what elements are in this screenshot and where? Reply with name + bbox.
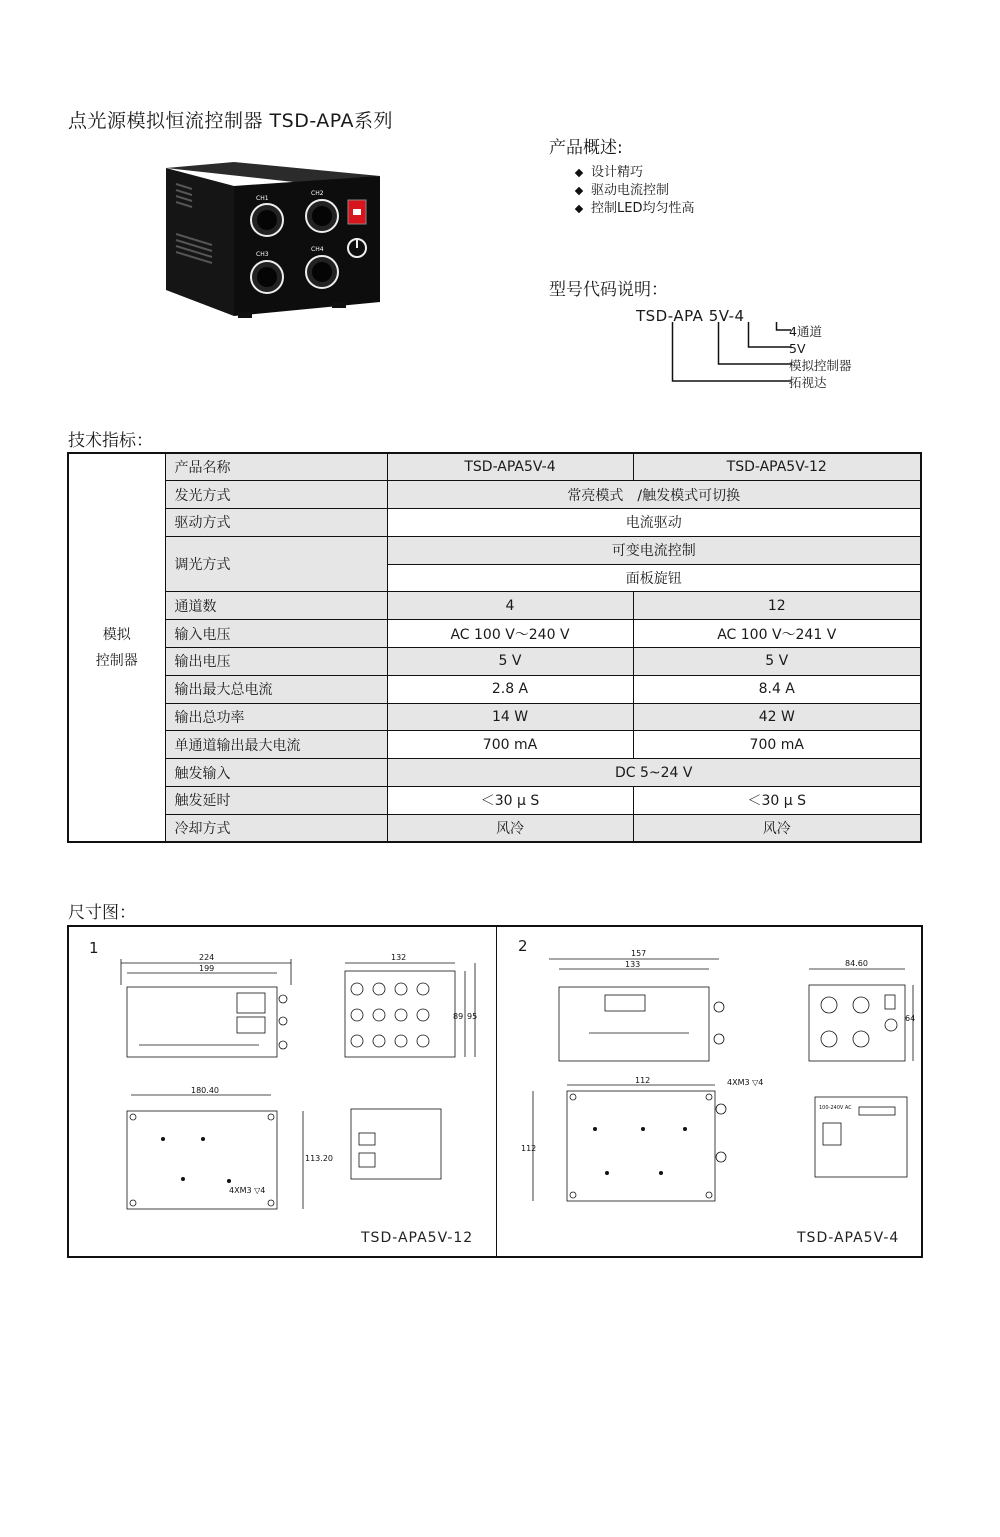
- overview-item: 驱动电流控制: [575, 182, 694, 200]
- dim-label: 4XM3 ▽4: [727, 1078, 764, 1087]
- table-row: 调光方式 可变电流控制: [68, 536, 921, 564]
- spec-heading: 技术指标：: [68, 431, 153, 451]
- table-row: 输出电压 5 V 5 V: [68, 648, 921, 676]
- spec-side-label: 模拟 控制器: [68, 453, 165, 842]
- dim-label: 95: [467, 1012, 478, 1021]
- dim-label: 84.60: [845, 959, 868, 968]
- table-row: 输入电压 AC 100 V～240 V AC 100 V～241 V: [68, 620, 921, 648]
- svg-text:CH1: CH1: [256, 195, 269, 202]
- svg-text:CH3: CH3: [256, 251, 269, 258]
- model-code-heading: 型号代码说明：: [549, 280, 668, 300]
- dimension-drawing-right: [519, 947, 919, 1219]
- table-row: 通道数 4 12: [68, 592, 921, 620]
- table-row: 触发延时 ＜30 μ S ＜30 μ S: [68, 787, 921, 815]
- dim-label: 64: [905, 1014, 916, 1023]
- dim-label: 224: [199, 953, 215, 962]
- table-row: 驱动方式 电流驱动: [68, 509, 921, 537]
- overview-list: [575, 164, 694, 218]
- model-part-voltage: 5V: [789, 341, 806, 356]
- dim-label: 4XM3 ▽4: [229, 1186, 266, 1195]
- spec-table: [67, 452, 922, 843]
- table-row: 触发输入 DC 5~24 V: [68, 759, 921, 787]
- overview-item: 设计精巧: [575, 164, 694, 182]
- dim-label: 89: [453, 1012, 464, 1021]
- model-code-arrows: [646, 322, 791, 394]
- dim-label: 112: [635, 1076, 651, 1085]
- product-photo: [162, 162, 382, 322]
- table-row: 模拟 控制器 产品名称 TSD-APA5V-4 TSD-APA5V-12: [68, 453, 921, 481]
- dim-label: 199: [199, 964, 215, 973]
- table-row: 输出最大总电流 2.8 A 8.4 A: [68, 675, 921, 703]
- dim-label: 112: [521, 1144, 537, 1153]
- svg-text:CH4: CH4: [311, 246, 324, 253]
- table-row: 输出总功率 14 W 42 W: [68, 703, 921, 731]
- drawing-number: 2: [518, 937, 528, 955]
- dimensions-heading: 尺寸图：: [68, 903, 136, 923]
- dimension-drawing-left: [119, 949, 489, 1219]
- dim-label: 180.40: [191, 1086, 219, 1095]
- page-title: 点光源模拟恒流控制器 TSD-APA系列: [68, 110, 394, 132]
- dim-label: 133: [625, 960, 641, 969]
- table-row: 单通道输出最大电流 700 mA 700 mA: [68, 731, 921, 759]
- drawing-number: 1: [89, 939, 99, 957]
- dim-label: 100-240V AC: [819, 1105, 852, 1111]
- table-row: 冷却方式 风冷 风冷: [68, 814, 921, 842]
- drawing-caption: TSD-APA5V-12: [361, 1230, 474, 1246]
- overview-heading: 产品概述:: [549, 138, 623, 158]
- overview-item: 控制LED均匀性高: [575, 200, 694, 218]
- dim-label: 132: [391, 953, 407, 962]
- table-row: 发光方式 常亮模式 /触发模式可切换: [68, 481, 921, 509]
- model-part-type: 模拟控制器: [789, 358, 852, 373]
- table-row: 面板旋钮: [68, 564, 921, 592]
- divider: [496, 927, 497, 1256]
- dim-label: 113.20: [305, 1154, 333, 1163]
- svg-text:CH2: CH2: [311, 190, 324, 197]
- dimensions-panel: [67, 925, 923, 1258]
- model-part-channels: 4通道: [789, 324, 822, 339]
- model-code: TSD-APA 5V-4: [636, 307, 745, 325]
- dim-label: 157: [631, 949, 647, 958]
- model-part-brand: 拓视达: [789, 375, 827, 390]
- drawing-caption: TSD-APA5V-4: [797, 1230, 900, 1246]
